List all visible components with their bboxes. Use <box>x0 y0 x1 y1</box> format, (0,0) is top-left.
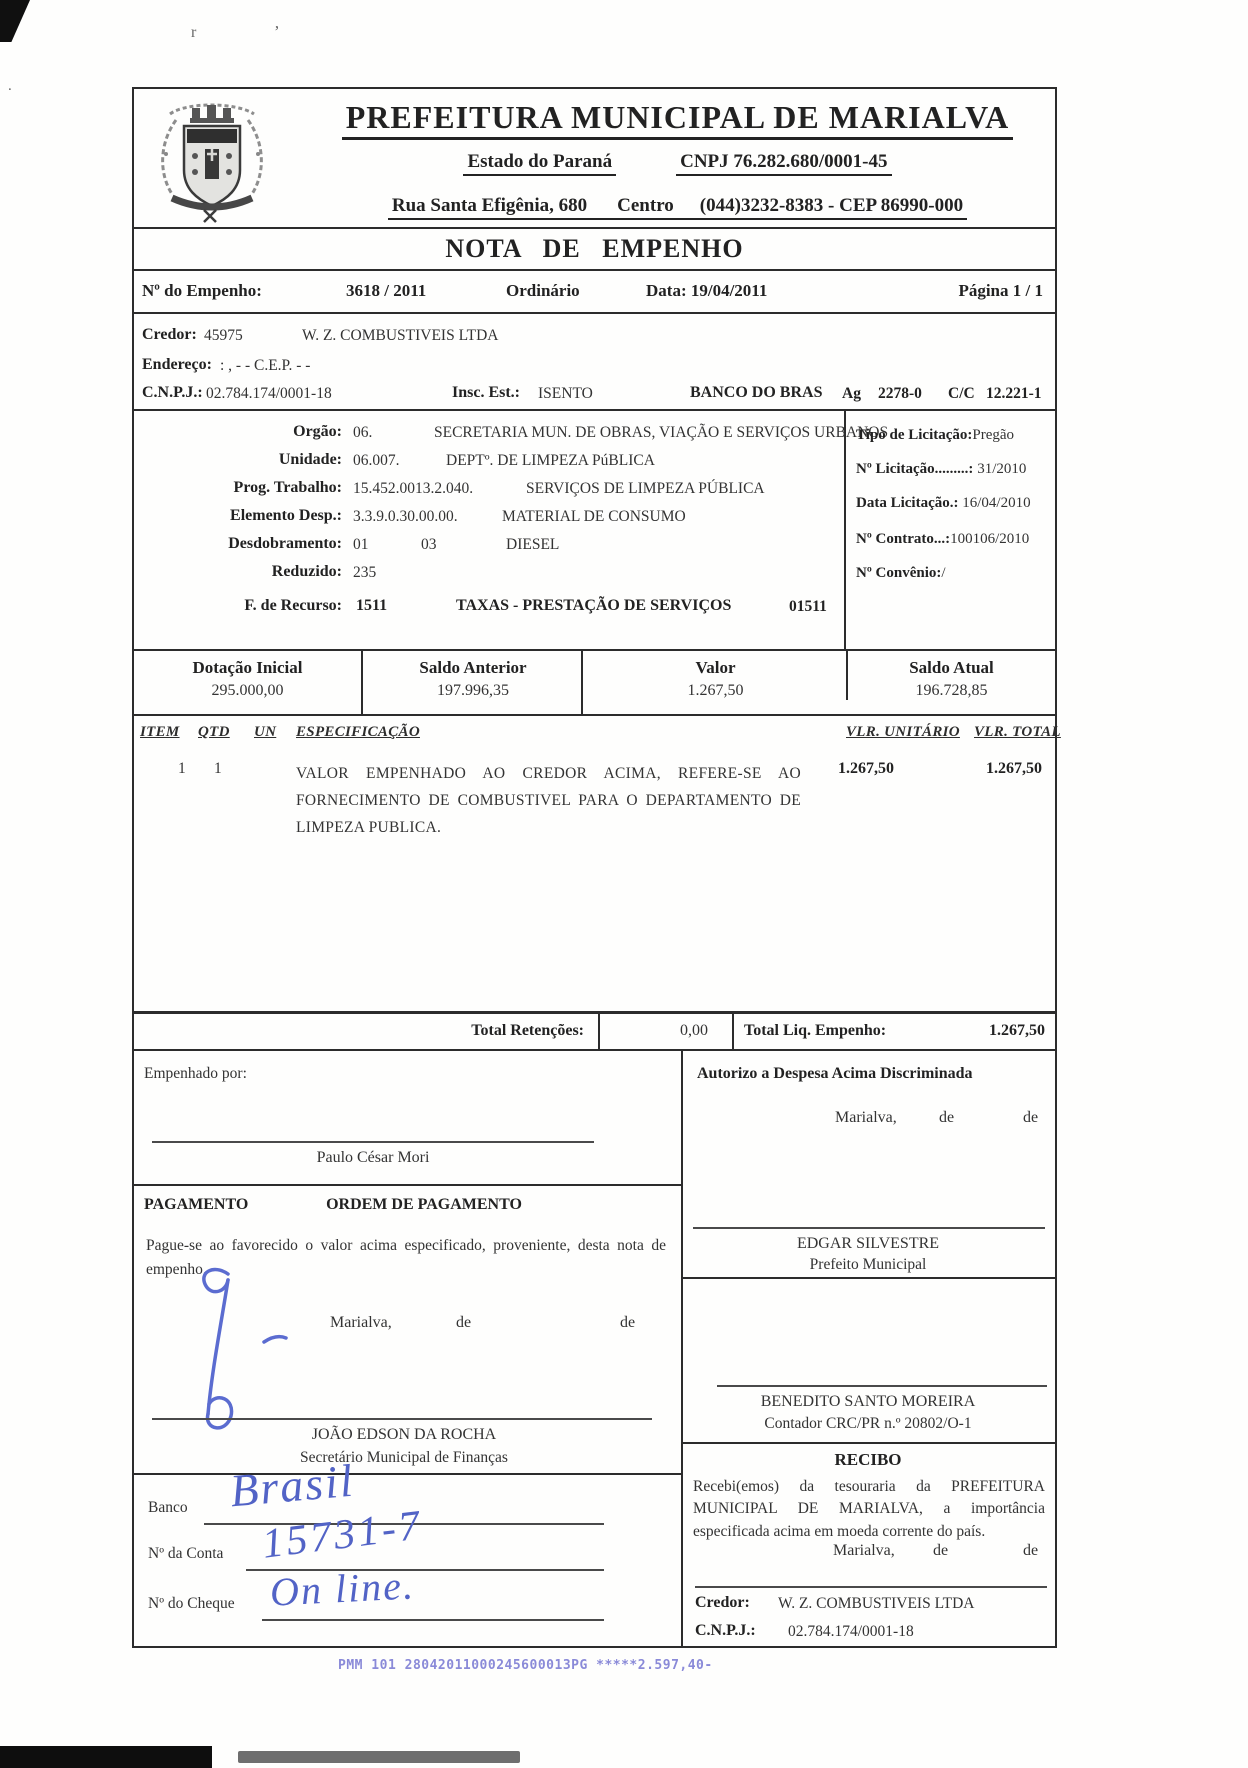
conta-corrente-value: 12.221-1 <box>986 385 1042 402</box>
street: Rua Santa Efigênia, 680 <box>391 195 588 216</box>
orgao-desc: SECRETARIA MUN. DE OBRAS, VIAÇÃO E SERVIÇOS URBANOS <box>434 424 889 441</box>
saldo-atual-label: Saldo Atual <box>909 658 994 677</box>
total-liq-label: Total Liq. Empenho: <box>744 1022 887 1039</box>
recibo-cnpj-label: C.N.P.J.: <box>695 1622 756 1639</box>
signature-area <box>134 1051 1055 1646</box>
cheque-label: Nº do Cheque <box>148 1595 235 1612</box>
empenho-number-label: Nº do Empenho: <box>142 281 262 300</box>
credor-block <box>134 314 1055 411</box>
scan-mark-r: r <box>191 24 197 41</box>
col-header-vlr-unitario: VLR. UNITÁRIO <box>846 724 960 740</box>
num-convenio-value: / <box>941 565 946 581</box>
desdobramento-label: Desdobramento: <box>228 535 342 552</box>
item-number: 1 <box>178 760 186 777</box>
header-title-wrap <box>304 99 1051 140</box>
col-header-qtd: QTD <box>198 724 230 740</box>
scan-bottom-bar <box>0 1746 212 1768</box>
licitacao-panel <box>844 411 1055 649</box>
total-liq-cell <box>732 1014 1055 1049</box>
recibo-de-2: de <box>1023 1542 1039 1559</box>
insc-est-label: Insc. Est.: <box>452 384 521 401</box>
header-address-line <box>304 195 1051 220</box>
prog-trabalho-desc: SERVIÇOS DE LIMPEZA PÚBLICA <box>526 480 765 497</box>
conta-handwriting: 15731-7 <box>259 1502 426 1568</box>
state-label: Estado do Paraná <box>463 151 616 176</box>
contador-box <box>683 1279 1055 1444</box>
signature-area-right <box>683 1051 1055 1646</box>
agencia-label: Ag <box>842 385 861 402</box>
desdobramento-desc: DIESEL <box>506 536 560 553</box>
joao-role: Secretário Municipal de Finanças <box>300 1449 508 1466</box>
pagamento-text: Pague-se ao favorecido o valor acima especificado, proveniente, desta nota de empenho. <box>146 1237 666 1279</box>
dotacao-inicial-label: Dotação Inicial <box>192 658 303 677</box>
items-table <box>134 716 1061 1011</box>
saldo-anterior-cell <box>361 651 583 714</box>
dotacao-row <box>134 651 1055 716</box>
data-licitacao-label: Data Licitação.: <box>856 495 959 511</box>
autorizo-de-2: de <box>1023 1109 1039 1126</box>
saldo-anterior-value: 197.996,35 <box>437 682 509 699</box>
pagamento-de-1: de <box>456 1314 472 1331</box>
tipo-licitacao-label: Tipo de Licitação: <box>856 427 973 443</box>
cnpj-value: 02.784.174/0001-18 <box>206 385 332 402</box>
num-convenio-label: Nº Convênio: <box>856 565 942 581</box>
cnpj-label: C.N.P.J.: <box>142 384 203 401</box>
empenho-date: Data: 19/04/2011 <box>646 281 768 300</box>
item-vlr-total: 1.267,50 <box>986 760 1042 777</box>
municipal-coat-of-arms-logo <box>146 94 278 226</box>
pagamento-city: Marialva, <box>330 1314 392 1331</box>
desdobramento-code2: 03 <box>421 536 437 553</box>
col-header-especificacao: ESPECIFICAÇÃO <box>296 724 420 740</box>
orgao-code: 06. <box>353 424 373 441</box>
prog-trabalho-code: 15.452.0013.2.040. <box>353 480 474 497</box>
col-header-item: ITEM <box>140 724 180 740</box>
title-band <box>134 229 1055 271</box>
dotacao-inicial-cell <box>134 651 361 714</box>
credor-code: 45975 <box>204 327 243 344</box>
dotacao-inicial-value: 295.000,00 <box>211 682 284 699</box>
total-retencoes-label: Total Retenções: <box>471 1022 584 1039</box>
empenhado-box <box>134 1051 681 1186</box>
elemento-desp-label: Elemento Desp.: <box>230 507 342 524</box>
pagamento-title: PAGAMENTO <box>144 1196 249 1213</box>
conta-corrente-label: C/C <box>948 385 975 402</box>
signature-area-left <box>134 1051 683 1646</box>
fonte-recurso-label: F. de Recurso: <box>244 597 342 614</box>
scan-bottom-smudge <box>238 1751 520 1763</box>
phone-cep: (044)3232-8383 - CEP 86990-000 <box>699 195 964 216</box>
item-qtd: 1 <box>214 760 222 777</box>
saldo-atual-value: 196.728,85 <box>915 682 988 699</box>
empenhado-por-label: Empenhado por: <box>144 1065 247 1082</box>
budget-block <box>134 411 1055 651</box>
cheque-line <box>262 1619 604 1621</box>
unidade-desc: DEPTº. DE LIMPEZA PúBLICA <box>446 452 655 469</box>
empenho-number-row <box>134 271 1055 314</box>
unidade-code: 06.007. <box>353 452 400 469</box>
reduzido-code: 235 <box>353 564 377 581</box>
fonte-recurso-extra: 01511 <box>789 598 827 615</box>
autorizo-title: Autorizo a Despesa Acima Discriminada <box>697 1065 973 1082</box>
endereco-label: Endereço: <box>142 356 212 373</box>
insc-est-value: ISENTO <box>538 385 593 402</box>
recibo-cnpj-value: 02.784.174/0001-18 <box>788 1623 914 1640</box>
fonte-recurso-code: 1511 <box>356 597 388 614</box>
empenho-number-value: 3618 / 2011 <box>346 281 427 300</box>
edgar-role: Prefeito Municipal <box>809 1256 927 1273</box>
credor-label: Credor: <box>142 326 197 343</box>
orgao-label: Orgão: <box>293 423 342 440</box>
item-vlr-unitario: 1.267,50 <box>838 760 894 777</box>
unidade-label: Unidade: <box>278 451 342 468</box>
autorizo-box <box>683 1051 1055 1279</box>
prefeitura-title: PREFEITURA MUNICIPAL DE MARIALVA <box>342 99 1013 140</box>
edgar-name: EDGAR SILVESTRE <box>796 1235 940 1252</box>
prog-trabalho-label: Prog. Trabalho: <box>233 479 342 496</box>
num-contrato-label: Nº Contrato...: <box>856 531 951 547</box>
endereco-value: : , - - C.E.P. - - <box>220 357 311 374</box>
valor-value: 1.267,50 <box>687 682 744 699</box>
total-liq-value: 1.267,50 <box>989 1022 1045 1039</box>
credor-name: W. Z. COMBUSTIVEIS LTDA <box>302 327 499 344</box>
edgar-signature-line <box>693 1227 1045 1229</box>
benedito-name: BENEDITO SANTO MOREIRA <box>760 1393 976 1410</box>
col-header-un: UN <box>254 724 277 740</box>
total-retencoes-value-cell <box>598 1014 734 1049</box>
pagamento-de-2: de <box>620 1314 636 1331</box>
empenho-type: Ordinário <box>506 281 580 300</box>
page-indicator: Página 1 / 1 <box>958 281 1043 300</box>
dot-matrix-print-line: PMM 101 28042011000245600013PG *****2.597,40- <box>338 1658 713 1673</box>
reduzido-label: Reduzido: <box>271 563 342 580</box>
total-retencoes-value: 0,00 <box>680 1022 708 1039</box>
totals-row <box>134 1011 1055 1051</box>
autorizo-de-1: de <box>939 1109 955 1126</box>
address-line <box>388 195 967 220</box>
scan-corner-blot <box>0 0 30 42</box>
joao-name: JOÃO EDSON DA ROCHA <box>311 1426 497 1443</box>
empenhado-name: Paulo César Mori <box>316 1149 430 1166</box>
pagamento-box <box>134 1186 681 1475</box>
fonte-recurso-desc: TAXAS - PRESTAÇÃO DE SERVIÇOS <box>456 597 732 614</box>
scan-mark-quote: ’ <box>274 22 280 41</box>
signature-scribble <box>164 1264 304 1444</box>
elemento-desp-code: 3.3.9.0.30.00.00. <box>353 508 458 525</box>
banco-name: BANCO DO BRAS <box>690 384 823 401</box>
recibo-credor-value: W. Z. COMBUSTIVEIS LTDA <box>778 1595 975 1612</box>
benedito-signature-line <box>717 1385 1047 1387</box>
elemento-desp-desc: MATERIAL DE CONSUMO <box>502 508 686 525</box>
col-header-vlr-total: VLR. TOTAL <box>974 724 1061 740</box>
banco-label: Banco <box>148 1499 188 1516</box>
item-description: VALOR EMPENHADO AO CREDOR ACIMA, REFERE-SE AO FORNECIMENTO DE COMBUSTIVEL PARA O DEPARTAMENTO DE LIMPEZA PUBLICA. <box>296 765 801 837</box>
agencia-value: 2278-0 <box>878 385 922 402</box>
recibo-de-1: de <box>933 1542 949 1559</box>
document-header <box>134 89 1055 229</box>
data-licitacao-value: 16/04/2010 <box>962 495 1031 511</box>
banco-handwriting: Brasil <box>228 1454 357 1517</box>
recibo-credor-label: Credor: <box>695 1594 750 1611</box>
desdobramento-code1: 01 <box>353 536 369 553</box>
recibo-title: RECIBO <box>834 1450 902 1469</box>
num-contrato-value: 100106/2010 <box>950 531 1030 547</box>
document-title: NOTA DE EMPENHO <box>445 234 744 263</box>
total-retencoes-cell <box>134 1014 598 1049</box>
valor-cell <box>581 651 848 714</box>
cheque-handwriting: On line. <box>268 1562 416 1615</box>
recibo-city: Marialva, <box>833 1542 895 1559</box>
scan-margin-dot: . <box>8 78 12 94</box>
saldo-anterior-label: Saldo Anterior <box>419 658 527 677</box>
saldo-atual-cell <box>846 651 1055 700</box>
valor-label: Valor <box>695 658 736 677</box>
tipo-licitacao-value: Pregão <box>972 427 1015 443</box>
conta-label: Nº da Conta <box>148 1545 224 1562</box>
recibo-text: Recebi(emos) da tesouraria da PREFEITURA MUNICIPAL DE MARIALVA, a importância especificada acima em moeda corrente do país. <box>693 1478 1045 1540</box>
num-licitacao-value: 31/2010 <box>977 461 1027 477</box>
benedito-role: Contador CRC/PR n.º 20802/O-1 <box>764 1415 972 1432</box>
header-subline <box>304 151 1051 176</box>
district: Centro <box>617 195 674 216</box>
recibo-box <box>683 1444 1055 1646</box>
num-licitacao-label: Nº Licitação.........: <box>856 461 974 477</box>
empenhado-signature-line <box>152 1141 594 1143</box>
nota-de-empenho-document <box>132 87 1061 1648</box>
autorizo-city: Marialva, <box>835 1109 897 1126</box>
ordem-pagamento-title: ORDEM DE PAGAMENTO <box>326 1196 522 1213</box>
recibo-signature-line <box>695 1586 1047 1588</box>
cnpj-header: CNPJ 76.282.680/0001-45 <box>676 151 891 176</box>
joao-signature-line <box>152 1418 652 1420</box>
